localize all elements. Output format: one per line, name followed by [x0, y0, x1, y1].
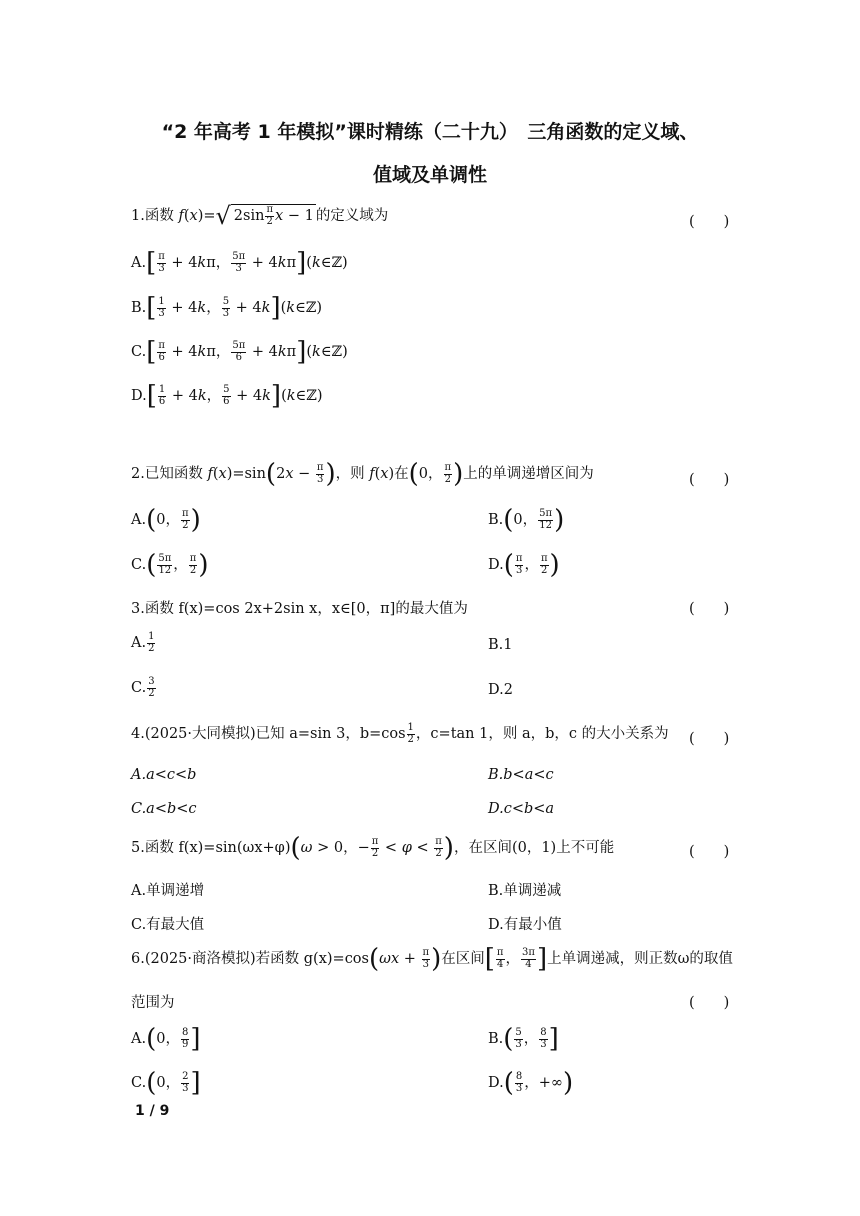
question-3-option-c: C. $\frac{3}{2}$ [131, 676, 155, 699]
question-2-option-b: B.(0， $\frac{5\pi}{12}$ ) [488, 505, 565, 535]
answer-parentheses: ( ) [689, 214, 730, 230]
question-2-option-c: C.( $\frac{5\pi}{12}$ ， $\frac{\pi}{2}$ ) [131, 550, 209, 580]
question-5-option-b: B.单调递减 [488, 883, 562, 899]
question-6-stem-line-2: 范围为 [131, 995, 175, 1011]
question-2-stem: 2.已知函数 f(x)=sin(2x − $\frac{\pi}{3}$ )，则 f(x)在(0， $\frac{\pi}{2}$ )上的单调递增区间为 [131, 459, 594, 489]
answer-parentheses: ( ) [689, 731, 730, 747]
question-1-option-a: A.[ $\frac{\pi}{3}$ + 4kπ， $\frac{5\pi}{3}$ + 4kπ](k∈ℤ) [131, 248, 348, 278]
question-3-option-d: D.2 [488, 682, 513, 698]
question-4-option-d: D.c<b<a [488, 801, 555, 817]
page-title-line-1: “2 年高考 1 年模拟”课时精练（二十九） 三角函数的定义域、 [161, 121, 699, 143]
question-2-option-a: A.(0， $\frac{\pi}{2}$ ) [131, 505, 201, 535]
question-4-option-c: C.a<b<c [131, 801, 197, 817]
question-6-option-a: A.(0， $\frac{8}{9}$ ] [131, 1024, 201, 1054]
question-6-stem: 6.(2025·商洛模拟)若函数 g(x)=cos(ωx + $\frac{\pi}{3}$ )在区间[ $\frac{\pi}{4}$ ， $\frac{3\pi}{4}$ ]上单调递减，则正数ω的取值 [131, 944, 733, 974]
question-1-stem: 1.函数 f(x)=√ 2sin $\frac{\pi}{2}$ x − 1 的定义域为 [131, 202, 389, 230]
answer-parentheses: ( ) [689, 995, 730, 1011]
question-4-stem: 4.(2025·大同模拟)已知 a=sin 3，b=cos $\frac{1}{2}$ ，c=tan 1，则 a，b，c 的大小关系为 [131, 722, 669, 745]
question-6-option-d: D.( $\frac{8}{3}$ ，+∞) [488, 1068, 574, 1098]
question-5-stem: 5.函数 f(x)=sin(ωx+φ)(ω > 0，− $\frac{\pi}{2}$ < φ < $\frac{\pi}{2}$ )，在区间(0，1)上不可能 [131, 833, 615, 863]
question-6-option-c: C.(0， $\frac{2}{3}$ ] [131, 1068, 201, 1098]
question-5-option-d: D.有最小值 [488, 917, 562, 933]
page-number: 1 / 9 [135, 1103, 170, 1119]
question-4-option-b: B.b<a<c [488, 767, 554, 783]
question-4-option-a: A.a<c<b [131, 767, 197, 783]
answer-parentheses: ( ) [689, 844, 730, 860]
question-6-option-b: B.( $\frac{5}{3}$ ， $\frac{8}{3}$ ] [488, 1024, 559, 1054]
question-3-option-b: B.1 [488, 637, 513, 653]
question-3-stem: 3.函数 f(x)=cos 2x+2sin x，x∈[0，π]的最大值为 [131, 601, 468, 617]
answer-parentheses: ( ) [689, 601, 730, 617]
question-2-option-d: D.( $\frac{\pi}{3}$ ， $\frac{\pi}{2}$ ) [488, 550, 560, 580]
question-1-option-d: D.[ $\frac{1}{6}$ + 4k， $\frac{5}{6}$ + 4k](k∈ℤ) [131, 381, 323, 411]
question-1-option-c: C.[ $\frac{\pi}{6}$ + 4kπ， $\frac{5\pi}{6}$ + 4kπ](k∈ℤ) [131, 337, 348, 367]
answer-parentheses: ( ) [689, 472, 730, 488]
page-title-line-2: 值域及单调性 [372, 164, 487, 186]
question-1-option-b: B.[ $\frac{1}{3}$ + 4k， $\frac{5}{3}$ + 4k](k∈ℤ) [131, 293, 323, 323]
question-5-option-c: C.有最大值 [131, 917, 205, 933]
question-5-option-a: A.单调递增 [131, 883, 205, 899]
question-3-option-a: A. $\frac{1}{2}$ [131, 631, 155, 654]
